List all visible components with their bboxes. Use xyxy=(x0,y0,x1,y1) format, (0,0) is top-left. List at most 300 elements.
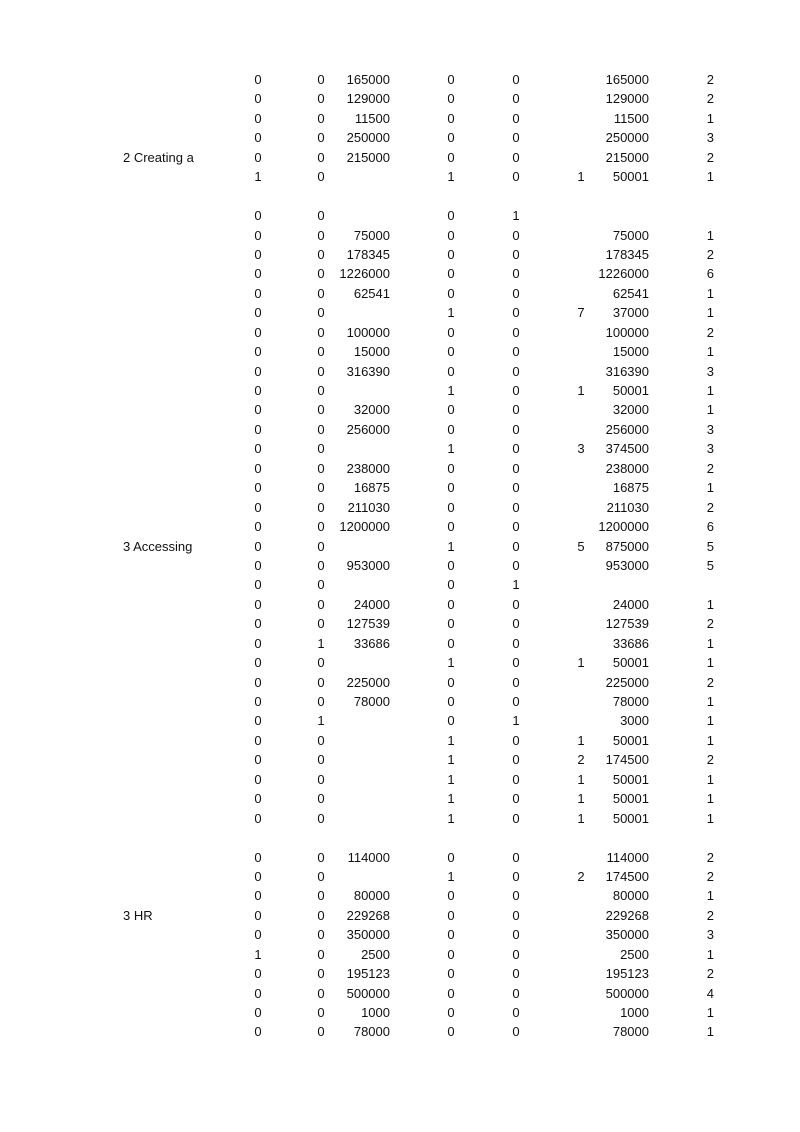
table-row xyxy=(0,964,800,983)
table-cell-h: 1 xyxy=(706,791,714,807)
table-cell-b: 0 xyxy=(317,1005,325,1020)
table-cell-h: 1 xyxy=(706,888,714,904)
table-cell-h: 2 xyxy=(706,91,714,107)
table-cell-b: 0 xyxy=(317,480,325,496)
table-row xyxy=(0,614,800,633)
table-row xyxy=(0,848,800,867)
table-cell-a: 0 xyxy=(254,907,262,923)
table-cell-g: 78000 xyxy=(612,694,649,709)
table-cell-d: 0 xyxy=(447,616,455,632)
table-cell-e: 0 xyxy=(512,246,520,262)
table-cell-g: 316390 xyxy=(605,363,649,379)
table-cell-e: 0 xyxy=(512,324,520,340)
table-cell-e: 0 xyxy=(512,966,520,982)
table-cell-h: 1 xyxy=(706,713,714,729)
table-cell-e: 0 xyxy=(512,616,520,632)
table-cell-g: 15000 xyxy=(612,344,649,360)
table-cell-b: 0 xyxy=(317,616,325,632)
table-cell-g: 50001 xyxy=(612,655,649,671)
table-cell-d: 0 xyxy=(447,91,455,107)
table-cell-e: 0 xyxy=(512,441,520,457)
table-cell-b: 0 xyxy=(317,72,325,87)
table-cell-c: 114000 xyxy=(347,849,390,865)
table-cell-d: 0 xyxy=(447,1005,455,1020)
table-cell-d: 0 xyxy=(447,130,455,146)
table-cell-f: 1 xyxy=(577,810,585,826)
table-cell-g: 33686 xyxy=(612,635,649,651)
table-cell-f: 3 xyxy=(577,441,585,457)
table-cell-e: 0 xyxy=(512,480,520,496)
table-cell-a: 0 xyxy=(254,149,262,165)
table-cell-b: 1 xyxy=(317,713,325,729)
table-cell-a: 0 xyxy=(254,72,262,87)
table-row xyxy=(0,692,800,711)
table-cell-e: 0 xyxy=(512,849,520,865)
table-cell-e: 0 xyxy=(512,305,520,321)
table-cell-b: 0 xyxy=(317,966,325,982)
table-cell-e: 0 xyxy=(512,557,520,573)
table-cell-g: 350000 xyxy=(605,927,649,943)
table-cell-c: 215000 xyxy=(346,149,390,165)
table-row xyxy=(0,809,800,828)
table-cell-g: 50001 xyxy=(612,169,649,185)
table-cell-h: 1 xyxy=(706,344,714,360)
table-cell-b: 0 xyxy=(317,577,325,593)
table-cell-c: 316390 xyxy=(346,363,390,379)
table-row xyxy=(0,634,800,653)
table-cell-g: 374500 xyxy=(605,441,649,457)
table-cell-d: 0 xyxy=(447,966,455,982)
table-cell-g: 80000 xyxy=(612,888,649,904)
table-row xyxy=(0,89,800,108)
table-cell-e: 0 xyxy=(512,694,520,709)
table-cell-g: 50001 xyxy=(612,383,649,398)
table-row xyxy=(0,284,800,303)
table-cell-h: 3 xyxy=(706,421,714,437)
table-cell-e: 0 xyxy=(512,596,520,612)
table-cell-d: 0 xyxy=(447,888,455,904)
row-label-cell: 3 HR xyxy=(123,907,153,923)
table-cell-g: 1000 xyxy=(620,1005,649,1020)
table-cell-b: 0 xyxy=(317,246,325,262)
table-cell-e: 0 xyxy=(512,771,520,787)
table-cell-d: 0 xyxy=(447,246,455,262)
table-cell-a: 0 xyxy=(254,1005,262,1020)
table-cell-d: 1 xyxy=(447,791,455,807)
table-cell-b: 0 xyxy=(317,363,325,379)
table-cell-d: 0 xyxy=(447,285,455,301)
table-cell-e: 1 xyxy=(512,713,520,729)
table-cell-g: 1200000 xyxy=(598,519,649,535)
table-cell-b: 0 xyxy=(317,771,325,787)
table-cell-c: 62541 xyxy=(353,285,390,301)
table-cell-b: 0 xyxy=(317,91,325,107)
table-cell-g: 174500 xyxy=(605,752,649,768)
table-cell-c: 225000 xyxy=(346,674,390,690)
table-cell-f: 1 xyxy=(577,771,585,787)
table-row xyxy=(0,187,800,206)
table-row xyxy=(0,109,800,128)
table-cell-d: 0 xyxy=(447,713,455,729)
table-cell-c: 33686 xyxy=(353,635,390,651)
table-cell-b: 0 xyxy=(317,538,325,554)
table-row xyxy=(0,342,800,361)
table-cell-b: 0 xyxy=(317,266,325,282)
table-cell-d: 0 xyxy=(447,596,455,612)
table-cell-c: 100000 xyxy=(346,324,390,340)
table-cell-d: 0 xyxy=(447,1024,455,1040)
table-row xyxy=(0,828,800,847)
table-cell-h: 1 xyxy=(706,383,714,398)
table-cell-d: 0 xyxy=(447,324,455,340)
table-cell-e: 0 xyxy=(512,363,520,379)
table-cell-c: 11500 xyxy=(354,110,390,126)
table-cell-a: 0 xyxy=(254,616,262,632)
table-cell-d: 0 xyxy=(447,421,455,437)
table-cell-g: 225000 xyxy=(605,674,649,690)
table-cell-h: 5 xyxy=(706,538,714,554)
table-cell-b: 0 xyxy=(317,402,325,418)
table-cell-d: 1 xyxy=(447,169,455,185)
table-cell-c: 238000 xyxy=(346,460,390,476)
table-row xyxy=(0,517,800,536)
table-cell-a: 0 xyxy=(254,810,262,826)
table-cell-b: 0 xyxy=(317,732,325,748)
table-cell-b: 0 xyxy=(317,305,325,321)
table-cell-a: 0 xyxy=(254,635,262,651)
table-row xyxy=(0,653,800,672)
table-cell-e: 0 xyxy=(512,285,520,301)
table-cell-e: 0 xyxy=(512,110,520,126)
table-cell-b: 0 xyxy=(317,907,325,923)
table-cell-b: 0 xyxy=(317,324,325,340)
table-cell-d: 0 xyxy=(447,519,455,535)
table-cell-e: 0 xyxy=(512,383,520,398)
table-cell-g: 250000 xyxy=(605,130,649,146)
table-cell-h: 3 xyxy=(706,363,714,379)
table-cell-d: 0 xyxy=(447,460,455,476)
table-cell-d: 0 xyxy=(447,849,455,865)
table-cell-g: 114000 xyxy=(606,849,649,865)
table-cell-e: 0 xyxy=(512,635,520,651)
table-cell-b: 0 xyxy=(317,868,325,884)
table-cell-h: 1 xyxy=(706,655,714,671)
table-cell-g: 875000 xyxy=(605,538,649,554)
table-cell-a: 1 xyxy=(254,946,262,962)
table-cell-e: 0 xyxy=(512,266,520,282)
table-cell-a: 0 xyxy=(254,227,262,243)
table-cell-d: 0 xyxy=(447,907,455,923)
table-cell-g: 50001 xyxy=(612,732,649,748)
table-cell-d: 0 xyxy=(447,149,455,165)
table-cell-a: 0 xyxy=(254,577,262,593)
table-cell-c: 195123 xyxy=(346,966,390,982)
table-cell-h: 1 xyxy=(706,810,714,826)
table-cell-g: 100000 xyxy=(605,324,649,340)
table-cell-g: 1226000 xyxy=(598,266,649,282)
table-cell-h: 3 xyxy=(706,441,714,457)
table-cell-a: 0 xyxy=(254,732,262,748)
table-row xyxy=(0,206,800,225)
table-cell-h: 1 xyxy=(706,402,714,418)
table-cell-e: 0 xyxy=(512,810,520,826)
table-cell-c: 500000 xyxy=(346,985,390,1001)
table-cell-c: 165000 xyxy=(346,72,390,87)
table-row xyxy=(0,867,800,886)
table-cell-d: 0 xyxy=(447,499,455,515)
table-row xyxy=(0,362,800,381)
table-cell-h: 2 xyxy=(706,499,714,515)
table-cell-g: 229268 xyxy=(605,907,649,923)
table-row xyxy=(0,478,800,497)
table-cell-b: 0 xyxy=(317,810,325,826)
table-cell-e: 0 xyxy=(512,227,520,243)
table-cell-d: 1 xyxy=(447,538,455,554)
table-cell-c: 1226000 xyxy=(339,266,390,282)
table-row xyxy=(0,148,800,167)
table-cell-b: 0 xyxy=(317,421,325,437)
table-cell-g: 129000 xyxy=(605,91,649,107)
table-cell-e: 0 xyxy=(512,674,520,690)
table-cell-e: 0 xyxy=(512,907,520,923)
table-cell-h: 3 xyxy=(706,130,714,146)
table-cell-g: 211030 xyxy=(606,499,649,515)
table-cell-h: 2 xyxy=(706,246,714,262)
table-cell-b: 0 xyxy=(317,169,325,185)
table-cell-f: 1 xyxy=(577,791,585,807)
table-cell-a: 0 xyxy=(254,441,262,457)
table-row xyxy=(0,537,800,556)
table-cell-e: 0 xyxy=(512,149,520,165)
table-cell-g: 2500 xyxy=(620,946,649,962)
table-cell-h: 1 xyxy=(706,596,714,612)
table-cell-a: 0 xyxy=(254,91,262,107)
table-cell-d: 1 xyxy=(447,305,455,321)
table-row xyxy=(0,750,800,769)
table-row xyxy=(0,575,800,594)
table-row xyxy=(0,886,800,905)
table-row xyxy=(0,711,800,730)
table-cell-d: 0 xyxy=(447,577,455,593)
table-cell-c: 229268 xyxy=(346,907,390,923)
table-row xyxy=(0,770,800,789)
table-cell-f: 7 xyxy=(577,305,585,321)
table-cell-g: 256000 xyxy=(605,421,649,437)
table-cell-g: 165000 xyxy=(605,72,649,87)
table-row xyxy=(0,673,800,692)
table-cell-e: 0 xyxy=(512,402,520,418)
table-cell-d: 0 xyxy=(447,694,455,709)
table-cell-c: 16875 xyxy=(353,480,390,496)
table-row xyxy=(0,264,800,283)
table-row xyxy=(0,925,800,944)
table-row xyxy=(0,984,800,1003)
table-cell-g: 174500 xyxy=(605,868,649,884)
table-cell-c: 1200000 xyxy=(339,519,390,535)
table-cell-e: 0 xyxy=(512,460,520,476)
table-cell-c: 2500 xyxy=(361,946,390,962)
table-row xyxy=(0,323,800,342)
table-cell-b: 0 xyxy=(317,888,325,904)
table-cell-f: 2 xyxy=(577,752,585,768)
row-label-cell: 2 Creating a xyxy=(123,149,194,165)
table-cell-b: 0 xyxy=(317,285,325,301)
table-row xyxy=(0,167,800,186)
table-row xyxy=(0,303,800,322)
table-cell-b: 0 xyxy=(317,694,325,709)
table-cell-c: 15000 xyxy=(353,344,390,360)
table-cell-g: 32000 xyxy=(612,402,649,418)
table-cell-g: 953000 xyxy=(605,557,649,573)
table-cell-g: 50001 xyxy=(612,810,649,826)
table-cell-g: 50001 xyxy=(612,771,649,787)
table-cell-b: 0 xyxy=(317,674,325,690)
table-cell-d: 0 xyxy=(447,266,455,282)
table-cell-h: 2 xyxy=(706,674,714,690)
table-cell-e: 0 xyxy=(512,72,520,87)
table-cell-g: 127539 xyxy=(605,616,649,632)
table-row xyxy=(0,906,800,925)
table-cell-a: 0 xyxy=(254,655,262,671)
table-cell-d: 0 xyxy=(447,635,455,651)
table-cell-a: 0 xyxy=(254,791,262,807)
table-cell-e: 0 xyxy=(512,1005,520,1020)
table-cell-a: 0 xyxy=(254,324,262,340)
table-cell-a: 0 xyxy=(254,966,262,982)
table-row xyxy=(0,556,800,575)
table-cell-b: 0 xyxy=(317,557,325,573)
table-row xyxy=(0,400,800,419)
table-cell-h: 4 xyxy=(706,985,714,1001)
table-row xyxy=(0,789,800,808)
table-cell-e: 0 xyxy=(512,985,520,1001)
table-cell-a: 0 xyxy=(254,499,262,515)
table-cell-a: 0 xyxy=(254,519,262,535)
table-cell-d: 0 xyxy=(447,480,455,496)
table-cell-e: 0 xyxy=(512,130,520,146)
table-cell-c: 127539 xyxy=(346,616,390,632)
table-cell-g: 16875 xyxy=(612,480,649,496)
table-cell-h: 2 xyxy=(706,460,714,476)
table-cell-a: 0 xyxy=(254,110,262,126)
table-cell-d: 0 xyxy=(447,344,455,360)
table-cell-h: 6 xyxy=(706,519,714,535)
table-cell-a: 0 xyxy=(254,208,262,224)
table-cell-b: 0 xyxy=(317,927,325,943)
table-cell-e: 0 xyxy=(512,888,520,904)
table-cell-c: 256000 xyxy=(346,421,390,437)
table-cell-c: 250000 xyxy=(346,130,390,146)
table-cell-e: 0 xyxy=(512,791,520,807)
table-cell-h: 2 xyxy=(706,149,714,165)
table-cell-d: 1 xyxy=(447,771,455,787)
table-cell-b: 0 xyxy=(317,499,325,515)
table-cell-b: 0 xyxy=(317,460,325,476)
table-row xyxy=(0,459,800,478)
table-cell-e: 0 xyxy=(512,732,520,748)
table-cell-f: 1 xyxy=(577,732,585,748)
table-cell-a: 0 xyxy=(254,694,262,709)
table-cell-b: 0 xyxy=(317,110,325,126)
table-cell-h: 1 xyxy=(706,169,714,185)
table-cell-h: 1 xyxy=(706,285,714,301)
table-cell-d: 1 xyxy=(447,868,455,884)
table-cell-f: 1 xyxy=(577,383,585,398)
table-cell-h: 2 xyxy=(706,72,714,87)
table-cell-a: 0 xyxy=(254,480,262,496)
table-cell-b: 0 xyxy=(317,208,325,224)
table-cell-g: 24000 xyxy=(612,596,649,612)
table-cell-a: 0 xyxy=(254,266,262,282)
table-cell-d: 1 xyxy=(447,810,455,826)
table-cell-a: 0 xyxy=(254,927,262,943)
table-cell-e: 0 xyxy=(512,91,520,107)
table-cell-a: 0 xyxy=(254,557,262,573)
table-row xyxy=(0,595,800,614)
table-row xyxy=(0,70,800,89)
table-cell-a: 0 xyxy=(254,538,262,554)
table-cell-a: 0 xyxy=(254,596,262,612)
table-cell-g: 3000 xyxy=(620,713,649,729)
table-cell-b: 1 xyxy=(317,635,325,651)
table-cell-f: 5 xyxy=(577,538,585,554)
table-cell-c: 80000 xyxy=(353,888,390,904)
table-cell-b: 0 xyxy=(317,946,325,962)
table-cell-a: 0 xyxy=(254,752,262,768)
table-cell-b: 0 xyxy=(317,383,325,398)
table-cell-a: 0 xyxy=(254,305,262,321)
table-cell-a: 0 xyxy=(254,402,262,418)
table-cell-c: 32000 xyxy=(353,402,390,418)
table-cell-b: 0 xyxy=(317,344,325,360)
spreadsheet-page xyxy=(0,70,800,1042)
table-cell-h: 2 xyxy=(706,868,714,884)
table-cell-a: 0 xyxy=(254,713,262,729)
table-cell-a: 0 xyxy=(254,383,262,398)
table-cell-d: 0 xyxy=(447,208,455,224)
table-row xyxy=(0,1022,800,1041)
table-cell-d: 1 xyxy=(447,752,455,768)
table-row xyxy=(0,731,800,750)
table-cell-h: 1 xyxy=(706,1024,714,1040)
table-cell-h: 1 xyxy=(706,110,714,126)
table-cell-h: 1 xyxy=(706,946,714,962)
table-cell-d: 0 xyxy=(447,674,455,690)
table-row xyxy=(0,439,800,458)
table-cell-h: 1 xyxy=(706,305,714,321)
table-cell-h: 1 xyxy=(706,1005,714,1020)
table-cell-h: 1 xyxy=(706,694,714,709)
table-cell-e: 0 xyxy=(512,169,520,185)
table-cell-b: 0 xyxy=(317,985,325,1001)
table-cell-a: 0 xyxy=(254,130,262,146)
table-cell-a: 0 xyxy=(254,674,262,690)
table-cell-a: 1 xyxy=(254,169,262,185)
table-cell-e: 0 xyxy=(512,868,520,884)
table-cell-g: 75000 xyxy=(612,227,649,243)
table-cell-b: 0 xyxy=(317,791,325,807)
table-cell-e: 0 xyxy=(512,927,520,943)
table-cell-c: 75000 xyxy=(353,227,390,243)
table-row xyxy=(0,420,800,439)
table-cell-h: 1 xyxy=(706,227,714,243)
table-row xyxy=(0,381,800,400)
table-row xyxy=(0,128,800,147)
table-row xyxy=(0,245,800,264)
table-cell-e: 0 xyxy=(512,655,520,671)
table-cell-c: 211030 xyxy=(347,499,390,515)
table-cell-a: 0 xyxy=(254,285,262,301)
